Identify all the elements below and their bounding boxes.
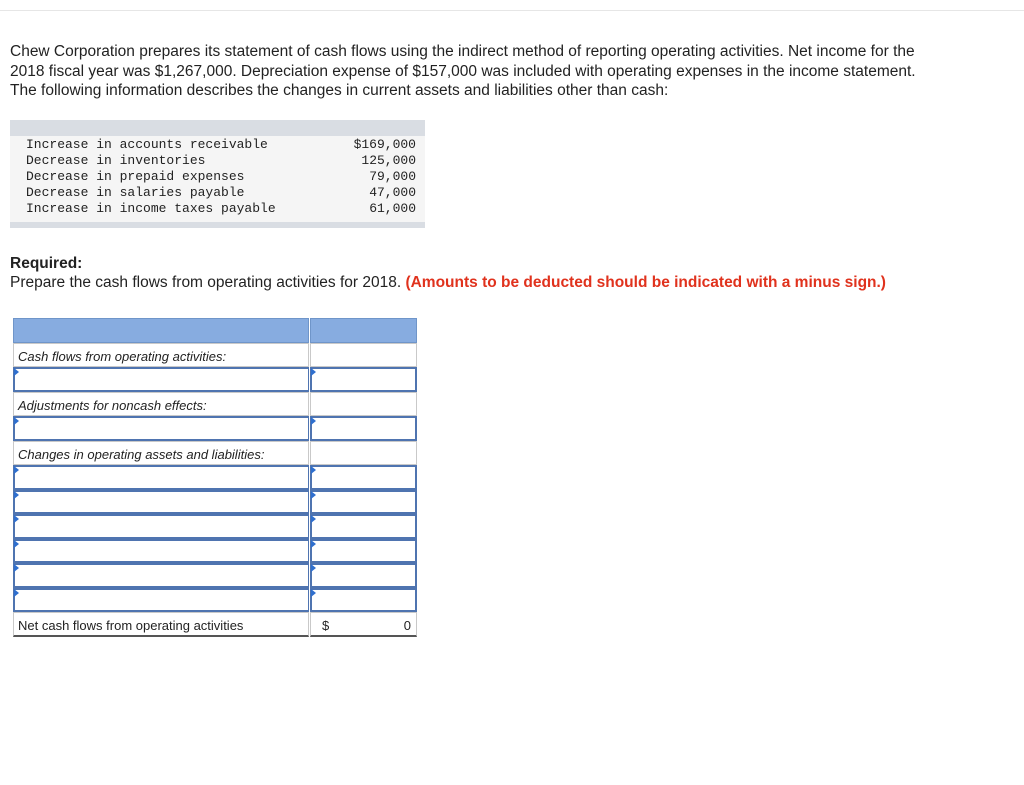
change-amount: 125,000: [361, 153, 416, 168]
section-label: Cash flows from operating activities:: [18, 348, 227, 364]
dropdown-marker-icon: [311, 540, 316, 548]
amount-input[interactable]: [310, 490, 417, 515]
table-row: [26, 169, 416, 185]
change-amount: 47,000: [369, 185, 416, 200]
intro-line-3: The following information describes the changes in current assets and liabilities other than cash:: [10, 82, 669, 99]
table-row: [26, 137, 416, 153]
dropdown-marker-icon: [311, 589, 316, 597]
dropdown-marker-icon: [14, 466, 19, 474]
change-amount: 79,000: [369, 169, 416, 184]
line-item-input[interactable]: [13, 367, 309, 392]
amount-input[interactable]: [310, 465, 417, 490]
change-label: Decrease in salaries payable: [26, 185, 245, 200]
dropdown-marker-icon: [311, 368, 316, 376]
amount-input[interactable]: [310, 563, 417, 588]
table-top-bar: [10, 120, 425, 136]
total-value: 0: [403, 618, 411, 633]
table-bottom-bar: [10, 222, 425, 228]
line-item-input[interactable]: [13, 539, 309, 564]
section-label: Adjustments for noncash effects:: [18, 397, 207, 413]
top-divider: [0, 10, 1024, 11]
dropdown-marker-icon: [14, 540, 19, 548]
table-row: [26, 153, 416, 169]
amount-input[interactable]: [310, 588, 417, 613]
amount-input[interactable]: [310, 514, 417, 539]
cash-flow-worksheet: [13, 318, 417, 637]
input-row: [13, 588, 417, 613]
currency-symbol: $: [322, 618, 330, 633]
section-label: Changes in operating assets and liabilities:: [18, 446, 265, 462]
dropdown-marker-icon: [311, 417, 316, 425]
dropdown-marker-icon: [14, 515, 19, 523]
line-item-input[interactable]: [13, 514, 309, 539]
change-label: Decrease in prepaid expenses: [26, 169, 245, 184]
amount-input[interactable]: [310, 539, 417, 564]
line-item-input[interactable]: [13, 588, 309, 613]
required-prompt: [10, 274, 886, 292]
input-row: [13, 563, 417, 588]
section-row-changes: [13, 441, 417, 466]
line-item-input[interactable]: [13, 416, 309, 441]
dropdown-marker-icon: [311, 515, 316, 523]
dropdown-marker-icon: [14, 564, 19, 572]
dropdown-marker-icon: [311, 466, 316, 474]
input-row: [13, 465, 417, 490]
input-row: [13, 367, 417, 392]
amount-input[interactable]: [310, 367, 417, 392]
header-cell-label: [13, 318, 309, 343]
change-label: Increase in accounts receivable: [26, 137, 268, 152]
worksheet-header-row: [13, 318, 417, 343]
input-row: [13, 514, 417, 539]
dropdown-marker-icon: [311, 564, 316, 572]
input-row: [13, 416, 417, 441]
required-heading: Required:: [10, 255, 83, 272]
dropdown-marker-icon: [14, 417, 19, 425]
section-row-operating: [13, 343, 417, 368]
input-row: [13, 490, 417, 515]
change-amount: 61,000: [369, 201, 416, 216]
line-item-input[interactable]: [13, 465, 309, 490]
table-row: [26, 185, 416, 201]
input-row: [13, 539, 417, 564]
intro-line-2: 2018 fiscal year was $1,267,000. Depreciation expense of $157,000 was included with operating expenses in the income statement.: [10, 62, 916, 80]
dropdown-marker-icon: [311, 491, 316, 499]
dropdown-marker-icon: [14, 368, 19, 376]
line-item-input[interactable]: [13, 490, 309, 515]
prompt-text: Prepare the cash flows from operating activities for 2018.: [10, 274, 402, 291]
problem-statement: [10, 42, 1010, 101]
intro-line-1: Chew Corporation prepares its statement of cash flows using the indirect method of reporting operating activities. Net income for the: [10, 43, 915, 60]
change-label: Decrease in inventories: [26, 153, 206, 168]
header-cell-amount: [310, 318, 417, 343]
dropdown-marker-icon: [14, 589, 19, 597]
total-label: Net cash flows from operating activities: [18, 618, 244, 633]
table-row: [26, 201, 416, 217]
total-row: [13, 612, 417, 637]
section-row-noncash: [13, 392, 417, 417]
line-item-input[interactable]: [13, 563, 309, 588]
change-amount: $169,000: [353, 137, 416, 152]
changes-data-table: [10, 120, 425, 228]
minus-sign-note: (Amounts to be deducted should be indicated with a minus sign.): [405, 274, 886, 291]
change-label: Increase in income taxes payable: [26, 201, 276, 216]
amount-input[interactable]: [310, 416, 417, 441]
dropdown-marker-icon: [14, 491, 19, 499]
